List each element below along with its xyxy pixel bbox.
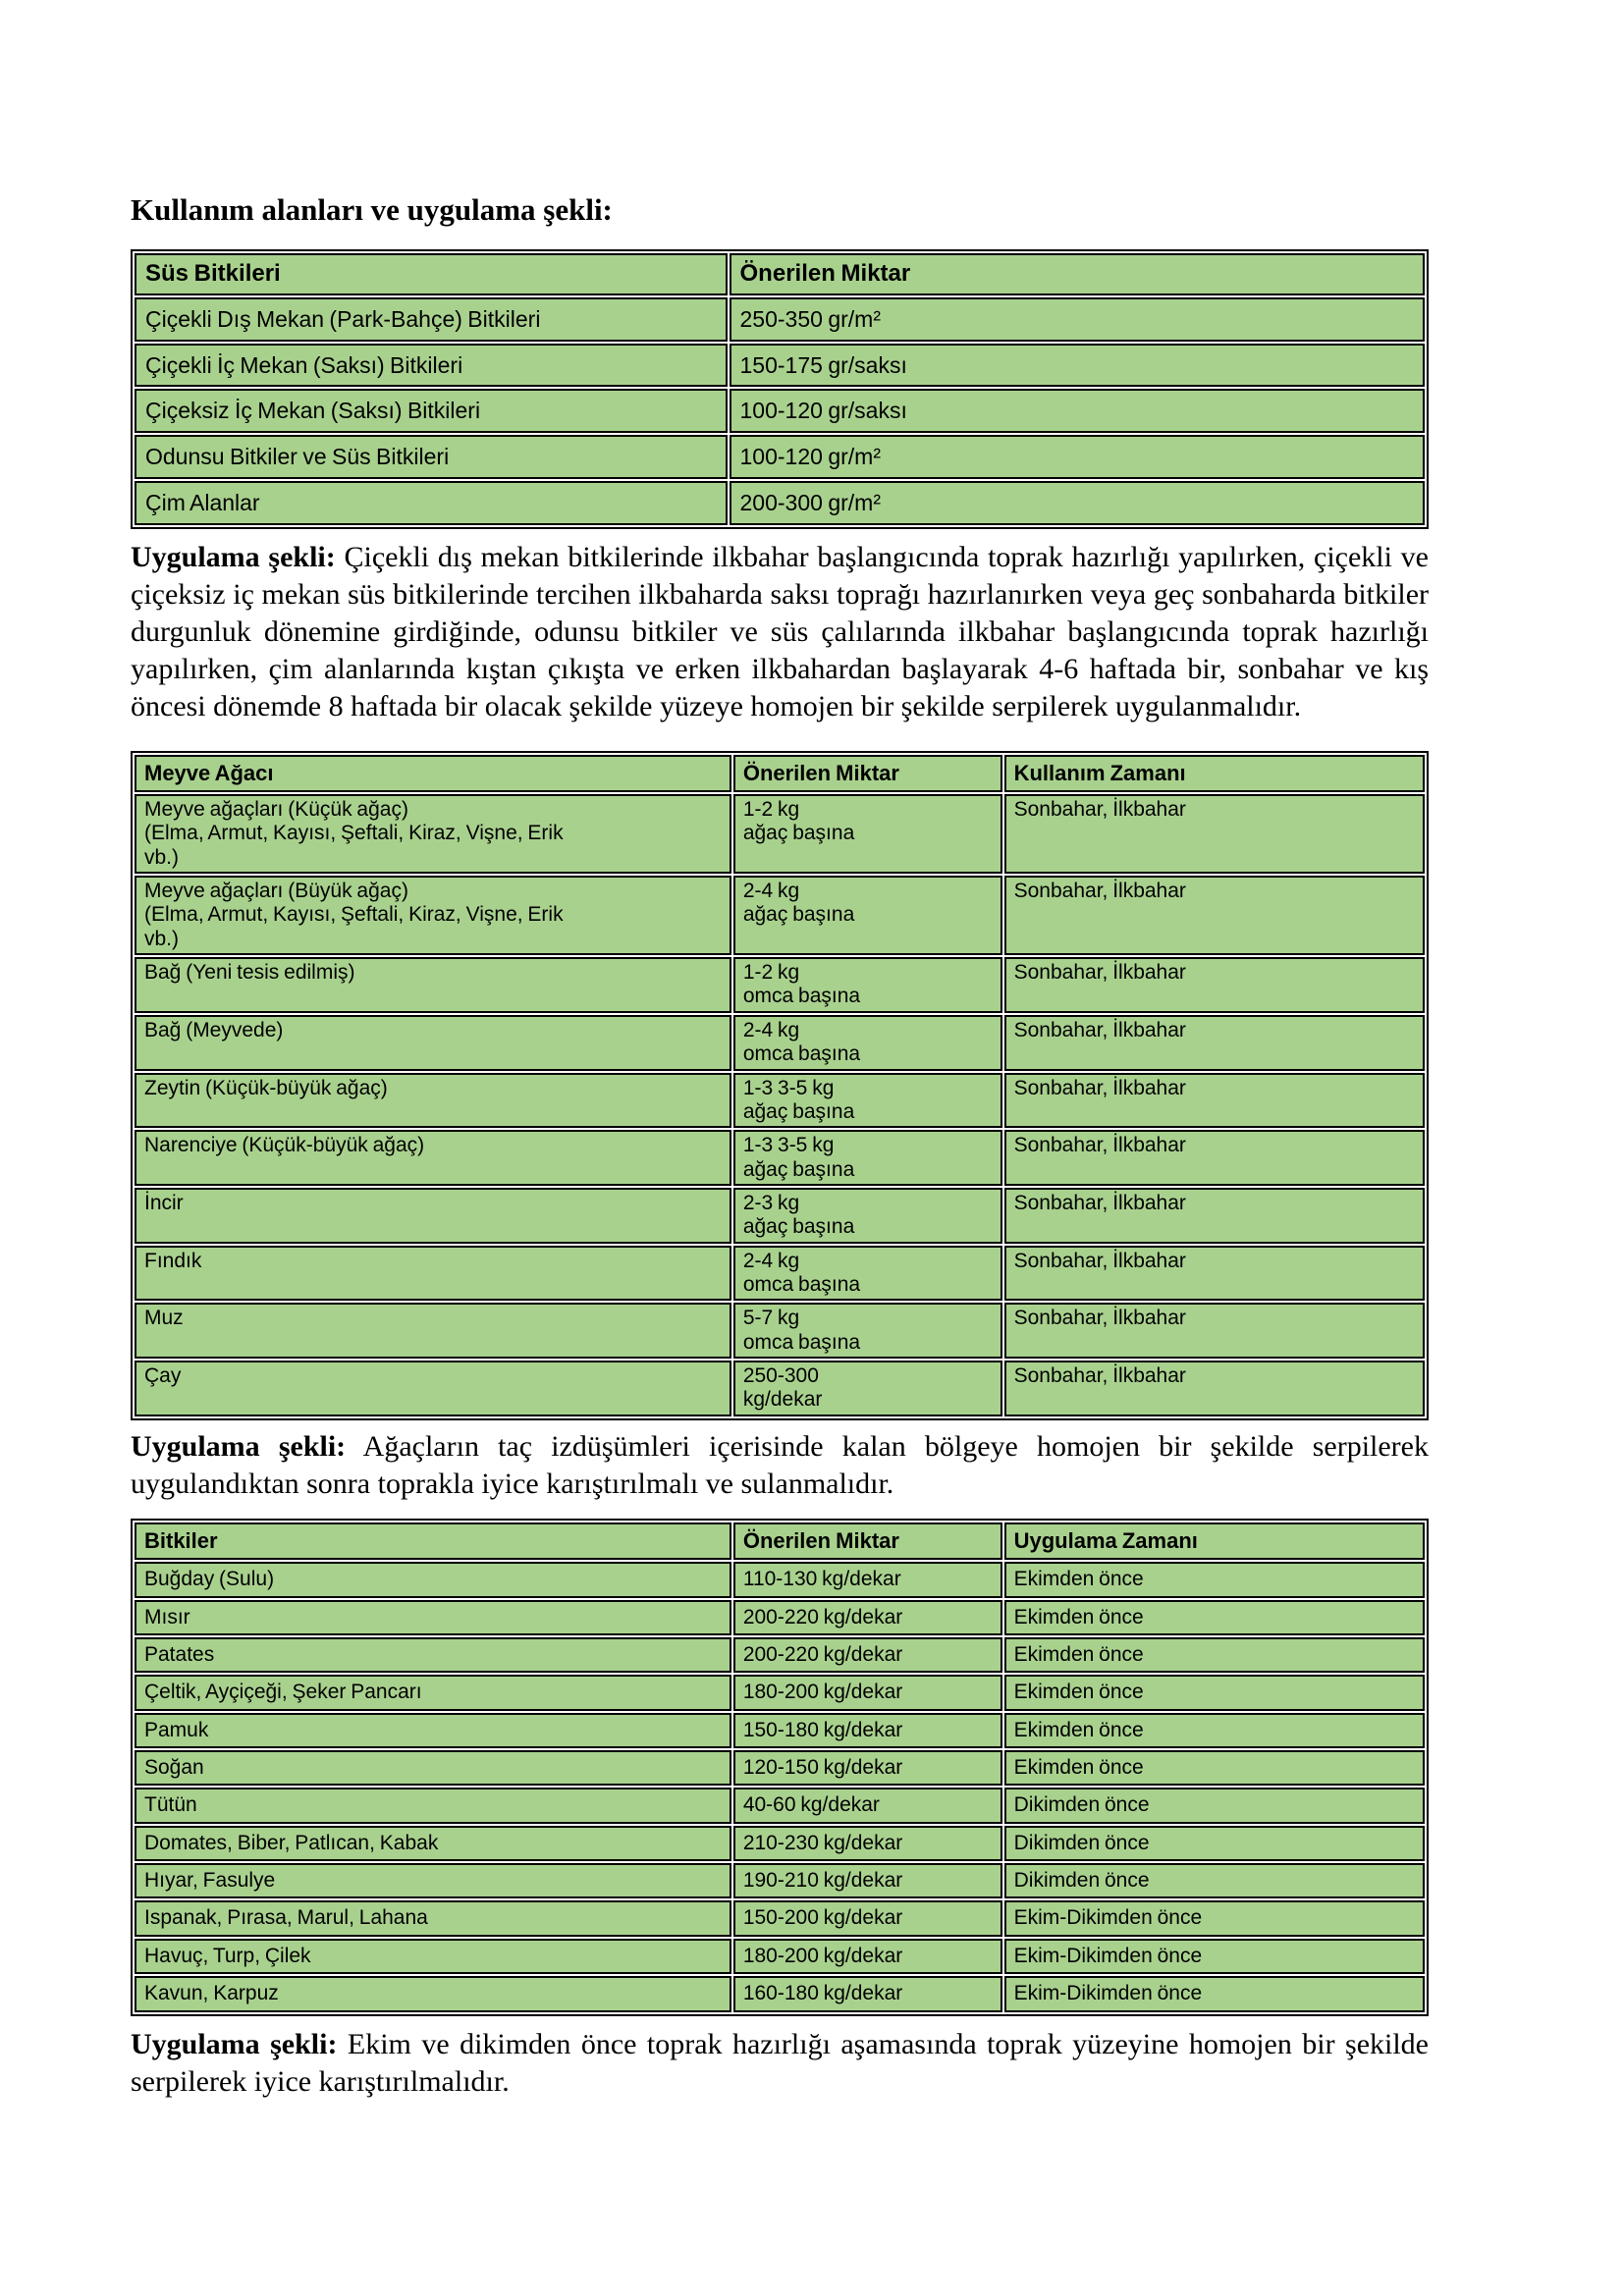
table-cell [733,1637,1002,1673]
cell-line: ağaç başına [742,1157,855,1181]
table-cell [1004,1246,1425,1302]
table-row [135,1900,1425,1936]
cell-line: vb.) [144,845,180,869]
cell-line: Muz [144,1307,184,1330]
table-row [135,1675,1425,1710]
cell-line: Narenciye (Küçük-büyük ağaç) [144,1134,425,1157]
table-row [135,1976,1425,2011]
table-cell [1004,876,1425,955]
table-cell [1004,957,1425,1013]
cell-line: Ekimden önce [1013,1642,1144,1666]
cell-line: Çay [144,1364,182,1388]
cell-line: 40-60 kg/dekar [742,1793,880,1817]
table-cell [733,876,1002,955]
table-row [135,1637,1425,1673]
cell-line: Sonbahar, İlkbahar [1013,961,1186,985]
cell-line: Ispanak, Pırasa, Marul, Lahana [144,1906,428,1930]
table-row [135,794,1425,874]
table-row [135,876,1425,955]
cell-line: Tütün [144,1793,197,1817]
cell-line: 200-220 kg/dekar [742,1642,903,1666]
table-row [135,1600,1425,1635]
paragraph-label: Uygulama şekli: [131,1429,347,1463]
cell-line: Havuç, Turp, Çilek [144,1944,311,1967]
table-cell [135,1073,731,1129]
cell-line: 150-200 kg/dekar [742,1906,903,1930]
table-cell [135,876,731,955]
table-cell [733,794,1002,874]
cell-line: 250-300 [742,1364,819,1388]
cell-line: ağaç başına [742,903,855,927]
cell-line: 200-220 kg/dekar [742,1605,903,1629]
table-cell [1004,1900,1425,1936]
cell-line: Odunsu Bitkiler ve Süs Bitkileri [145,444,450,470]
cell-line: Dikimden önce [1013,1869,1150,1893]
cell-line: ağaç başına [742,1215,855,1239]
cell-line: Meyve ağaçları (Büyük ağaç) [144,880,408,903]
table-cell [135,1130,731,1186]
cell-line: omca başına [742,1330,861,1354]
table-cell [1004,1637,1425,1673]
table-row [135,1361,1425,1416]
header-row [135,755,1425,792]
table-cell [1004,794,1425,874]
paragraph-uygulama-1 [131,539,1429,725]
cell-line: Bağ (Yeni tesis edilmiş) [144,961,355,985]
table-cell [135,1713,731,1748]
table-row [135,1073,1425,1129]
cell-line: Ekimden önce [1013,1568,1144,1591]
table-cell [733,1600,1002,1635]
table-row [135,1015,1425,1071]
table-cell [1004,1600,1425,1635]
cell-line: Soğan [144,1756,204,1780]
cell-line: vb.) [144,927,180,950]
cell-line: 100-120 gr/saksı [739,398,907,424]
page-title: Kullanım alanları ve uygulama şekli: [131,192,613,227]
cell-line: Zeytin (Küçük-büyük ağaç) [144,1076,388,1099]
cell-line: Çiçekli İç Mekan (Saksı) Bitkileri [145,351,463,378]
column-header: Meyve Ağacı [135,755,731,792]
cell-line: Sonbahar, İlkbahar [1013,1018,1186,1041]
cell-line: Kavun, Karpuz [144,1982,279,2005]
cell-line: Ekimden önce [1013,1718,1144,1741]
table-cell [135,1246,731,1302]
cell-line: 1-2 kg [742,961,800,985]
cell-line: Sonbahar, İlkbahar [1013,1191,1186,1214]
cell-line: ağaç başına [742,1099,855,1123]
table-row [135,481,1425,525]
cell-line: Sonbahar, İlkbahar [1013,1364,1186,1388]
column-header: Uygulama Zamanı [1004,1522,1425,1560]
cell-line: Ekim-Dikimden önce [1013,1944,1203,1967]
table-cell [733,1900,1002,1936]
cell-line: omca başına [742,985,861,1008]
table-row [135,344,1425,388]
table-row [135,1303,1425,1359]
table-cell [135,1675,731,1710]
cell-line: Mısır [144,1605,190,1629]
table-cell [1004,1303,1425,1359]
cell-line: ağaç başına [742,822,855,845]
meyve-agaci-table [131,751,1429,1420]
cell-line: Bağ (Meyvede) [144,1018,284,1041]
column-header: Süs Bitkileri [135,253,728,295]
cell-line: 190-210 kg/dekar [742,1869,903,1893]
table-cell [733,1562,1002,1597]
table-cell [135,1976,731,2011]
table-row [135,297,1425,342]
table-cell [135,957,731,1013]
table-row [135,1562,1425,1597]
table-cell [733,1713,1002,1748]
table-cell [1004,1130,1425,1186]
cell-line: 1-3 3-5 kg [742,1076,835,1099]
paragraph-uygulama-3 [131,2026,1429,2101]
bitkiler-table [131,1519,1429,2016]
cell-line: 150-180 kg/dekar [742,1718,903,1741]
table-row [135,1188,1425,1244]
table-cell [733,1188,1002,1244]
paragraph-label: Uygulama şekli: [131,540,336,573]
table-row [135,435,1425,479]
table-cell [733,1130,1002,1186]
table-cell [733,1863,1002,1898]
cell-line: Ekim-Dikimden önce [1013,1982,1203,2005]
cell-line: Ekimden önce [1013,1605,1144,1629]
cell-line: Meyve ağaçları (Küçük ağaç) [144,797,408,821]
table-cell [733,1303,1002,1359]
table-cell [1004,1073,1425,1129]
table-cell [135,1826,731,1861]
header-row [135,1522,1425,1560]
cell-line: 1-2 kg [742,797,800,821]
paragraph-uygulama-2 [131,1428,1429,1503]
table-cell [1004,1788,1425,1823]
table-cell [1004,1863,1425,1898]
table-row [135,957,1425,1013]
cell-line: Hıyar, Fasulye [144,1869,276,1893]
table-cell [1004,1826,1425,1861]
table-cell [135,389,728,433]
cell-line: Fındık [144,1249,202,1272]
cell-line: 210-230 kg/dekar [742,1831,903,1854]
cell-line: (Elma, Armut, Kayısı, Şeftali, Kiraz, Vişne, Erik [144,903,564,927]
column-header: Bitkiler [135,1522,731,1560]
cell-line: 160-180 kg/dekar [742,1982,903,2005]
table-cell [1004,1976,1425,2011]
table-cell [135,344,728,388]
cell-line: omca başına [742,1273,861,1297]
table-row [135,1788,1425,1823]
table-row [135,1863,1425,1898]
column-header: Önerilen Miktar [730,253,1425,295]
sus-bitkileri-table [131,249,1429,529]
cell-line: Ekimden önce [1013,1756,1144,1780]
cell-line: İncir [144,1191,184,1214]
table-cell [135,1939,731,1974]
cell-line: 5-7 kg [742,1307,800,1330]
header-row [135,253,1425,295]
cell-line: Pamuk [144,1718,209,1741]
table-cell [730,389,1425,433]
table-cell [730,297,1425,342]
cell-line: Sonbahar, İlkbahar [1013,1249,1186,1272]
cell-line: Sonbahar, İlkbahar [1013,1307,1186,1330]
cell-line: Dikimden önce [1013,1831,1150,1854]
table-cell [135,1637,731,1673]
table-cell [135,1562,731,1597]
table-cell [733,957,1002,1013]
cell-line: Patates [144,1642,215,1666]
paragraph-text: Çiçekli dış mekan bitkilerinde ilkbahar başlangıcında toprak hazırlığı yapılırken, çiçekli ve çiçeksiz iç mekan süs bitkilerinde tercihen ilkbaharda saksı toprağı hazırlanırken veya geç sonbaharda bitkiler durgunluk dönemine girdiğinde, odunsu bitkiler ve süs çalılarında ilkbahar başlangıcında toprak hazırlığı yapılırken, çim alanlarında kıştan çıkışta ve erken ilkbahardan başlayarak 4-6 haftada bir, sonbahar ve kış öncesi dönemde 8 haftada bir olacak şekilde yüzeye homojen bir şekilde serpilerek uygulanmalıdır. [131,540,1430,722]
table-cell [135,297,728,342]
cell-line: 2-4 kg [742,1249,800,1272]
table-row [135,1826,1425,1861]
cell-line: 2-3 kg [742,1191,800,1214]
cell-line: kg/dekar [742,1388,823,1412]
table-cell [733,1246,1002,1302]
cell-line: 120-150 kg/dekar [742,1756,903,1780]
table-cell [730,481,1425,525]
cell-line: (Elma, Armut, Kayısı, Şeftali, Kiraz, Vişne, Erik [144,822,564,845]
table-cell [733,1015,1002,1071]
column-header: Kullanım Zamanı [1004,755,1425,792]
cell-line: Ekim-Dikimden önce [1013,1906,1203,1930]
table-cell [135,1750,731,1786]
table-cell [135,794,731,874]
table-cell [1004,1750,1425,1786]
table-row [135,389,1425,433]
table-cell [135,1900,731,1936]
table-cell [1004,1361,1425,1416]
cell-line: 1-3 3-5 kg [742,1134,835,1157]
cell-line: Sonbahar, İlkbahar [1013,880,1186,903]
cell-line: Çeltik, Ayçiçeği, Şeker Pancarı [144,1681,422,1704]
table-cell [135,1788,731,1823]
cell-line: Buğday (Sulu) [144,1568,275,1591]
cell-line: Sonbahar, İlkbahar [1013,1076,1186,1099]
cell-line: 2-4 kg [742,880,800,903]
table-cell [1004,1939,1425,1974]
table-cell [135,1361,731,1416]
table-cell [733,1826,1002,1861]
table-row [135,1246,1425,1302]
cell-line: 250-350 gr/m² [739,305,881,332]
cell-line: Çim Alanlar [145,489,260,515]
table-cell [733,1675,1002,1710]
table-cell [1004,1562,1425,1597]
cell-line: 100-120 gr/m² [739,444,881,470]
table-cell [135,1863,731,1898]
table-cell [733,1073,1002,1129]
table-cell [1004,1675,1425,1710]
paragraph-label: Uygulama şekli: [131,2027,338,2060]
table-cell [730,435,1425,479]
table-cell [135,1600,731,1635]
cell-line: 2-4 kg [742,1018,800,1041]
cell-line: Çiçekli Dış Mekan (Park-Bahçe) Bitkileri [145,305,541,332]
table-cell [733,1976,1002,2011]
column-header: Önerilen Miktar [733,755,1002,792]
table-cell [1004,1188,1425,1244]
cell-line: Ekimden önce [1013,1681,1144,1704]
cell-line: 200-300 gr/m² [739,489,881,515]
table-row [135,1713,1425,1748]
cell-line: Sonbahar, İlkbahar [1013,1134,1186,1157]
cell-line: Sonbahar, İlkbahar [1013,797,1186,821]
table-cell [730,344,1425,388]
table-cell [733,1750,1002,1786]
cell-line: Dikimden önce [1013,1793,1150,1817]
table-cell [135,1015,731,1071]
table-cell [1004,1713,1425,1748]
cell-line: 180-200 kg/dekar [742,1681,903,1704]
cell-line: 150-175 gr/saksı [739,351,907,378]
paragraph-text: Ekim ve dikimden önce toprak hazırlığı aşamasında toprak yüzeyine homojen bir şekilde serpilerek iyice karıştırılmalıdır. [131,2027,1430,2098]
table-cell [135,435,728,479]
table-cell [1004,1015,1425,1071]
column-header: Önerilen Miktar [733,1522,1002,1560]
table-cell [135,1188,731,1244]
cell-line: 110-130 kg/dekar [742,1568,901,1591]
cell-line: Domates, Biber, Patlıcan, Kabak [144,1831,439,1854]
paragraph-text: Ağaçların taç izdüşümleri içerisinde kalan bölgeye homojen bir şekilde serpilerek uygulandıktan sonra toprakla iyice karıştırılmalı ve sulanmalıdır. [131,1429,1429,1500]
table-cell [733,1939,1002,1974]
table-cell [135,481,728,525]
table-cell [135,1303,731,1359]
cell-line: 180-200 kg/dekar [742,1944,903,1967]
table-row [135,1750,1425,1786]
table-row [135,1130,1425,1186]
table-row [135,1939,1425,1974]
cell-line: Çiçeksiz İç Mekan (Saksı) Bitkileri [145,398,481,424]
table-cell [733,1788,1002,1823]
table-cell [733,1361,1002,1416]
cell-line: omca başına [742,1042,861,1066]
